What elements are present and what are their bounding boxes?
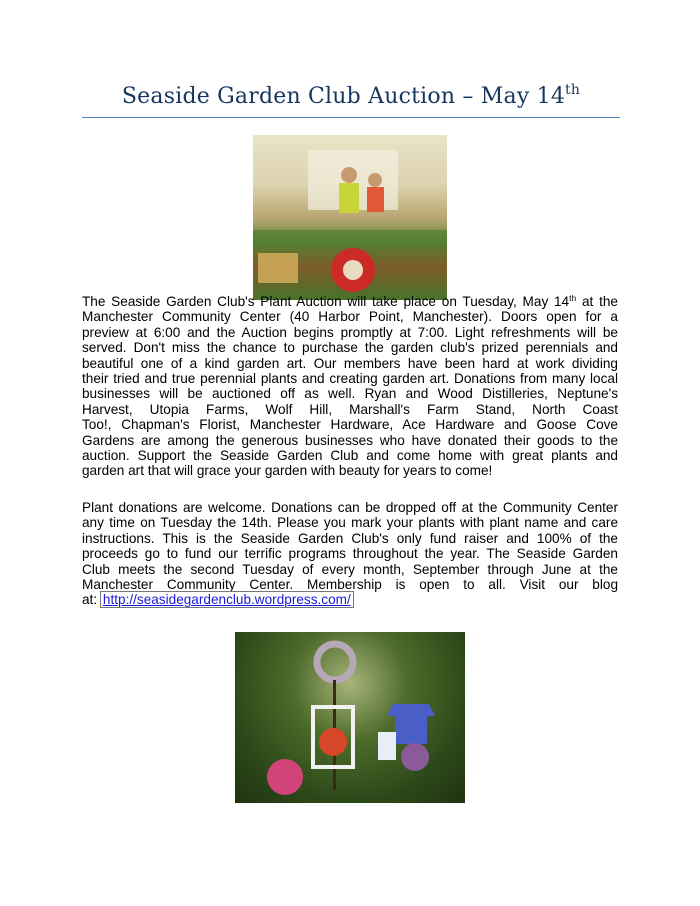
text-line xyxy=(82,448,618,463)
text-line xyxy=(82,386,618,401)
text-line-content: their tried and true perennial plants and creating garden art. Donations from many local xyxy=(82,371,618,387)
photo-auction-volunteers xyxy=(253,135,447,300)
text-line xyxy=(82,402,618,417)
text-line-content: Too!, Chapman's Florist, Manchester Hardware, Ace Hardware and Goose Cove xyxy=(82,417,618,433)
text-line-content: Manchester Community Center (40 Harbor Point, Manchester). Doors open for a xyxy=(82,309,618,325)
text-line-content: Gardens are among the generous businesses who have donated their goods to the xyxy=(82,432,618,448)
page-title xyxy=(82,84,620,109)
text-line xyxy=(82,309,618,324)
photo-auction-volunteers-graphic xyxy=(253,135,447,300)
text-line-content: garden art that will grace your garden with beauty for years to come! xyxy=(82,463,493,479)
text-line xyxy=(82,546,618,561)
blog-link[interactable]: http://seasidegardenclub.wordpress.com/ xyxy=(102,592,351,608)
text-line-continuation: at the xyxy=(576,294,618,309)
text-line-content: served. Don't miss the chance to purchase the garden club's prized perennials and xyxy=(82,340,618,356)
text-line xyxy=(82,463,618,478)
text-line-content: beautiful one of a kind garden art. Our members have been hard at work dividing xyxy=(82,355,618,371)
text-line xyxy=(82,577,618,592)
text-line-content: at: xyxy=(82,592,101,608)
text-line-content: any time on Tuesday the 14th. Please you mark your plants with plant name and care xyxy=(82,515,618,531)
text-line-content: Club meets the second Tuesday of every month, September through June at the xyxy=(82,561,618,577)
text-line xyxy=(82,592,618,607)
photo-garden-art-graphic xyxy=(235,632,465,803)
photo-garden-art xyxy=(235,632,465,803)
text-line xyxy=(82,531,618,546)
text-line xyxy=(82,325,618,340)
text-line xyxy=(82,562,618,577)
text-line xyxy=(82,500,618,515)
title-underline xyxy=(82,117,620,118)
text-line-content: Manchester Community Center. Membership is open to all. Visit our blog xyxy=(82,577,618,593)
text-line-content: instructions. This is the Seaside Garden Club's only fund raiser and 100% of the xyxy=(82,530,618,546)
text-line-content: Harvest, Utopia Farms, Wolf Hill, Marshall's Farm Stand, North Coast xyxy=(82,401,618,417)
text-line xyxy=(82,294,618,309)
text-line-content: proceeds go to fund our terrific programs throughout the year. The Seaside Garden xyxy=(82,546,618,562)
text-line xyxy=(82,417,618,432)
date-superscript: th xyxy=(569,293,577,303)
text-line xyxy=(82,515,618,530)
text-line xyxy=(82,371,618,386)
text-line-content: auction. Support the Seaside Garden Club and come home with great plants and xyxy=(82,448,618,464)
text-line xyxy=(82,433,618,448)
text-line-content: Plant donations are welcome. Donations can be dropped off at the Community Center xyxy=(82,500,618,515)
text-line xyxy=(82,356,618,371)
text-line-content: preview at 6:00 and the Auction begins promptly at 7:00. Light refreshments will be xyxy=(82,324,618,340)
text-line xyxy=(82,340,618,355)
text-line-content: businesses will be auctioned off as well. Ryan and Wood Distilleries, Neptune's xyxy=(82,386,618,402)
paragraph-donations xyxy=(82,500,618,608)
text-line-content: The Seaside Garden Club's Plant Auction will take place on Tuesday, May 14 xyxy=(82,294,570,309)
title-text: Seaside Garden Club Auction – May 14 xyxy=(121,84,566,109)
paragraph-auction-details xyxy=(82,294,618,479)
title-superscript: th xyxy=(565,82,581,98)
